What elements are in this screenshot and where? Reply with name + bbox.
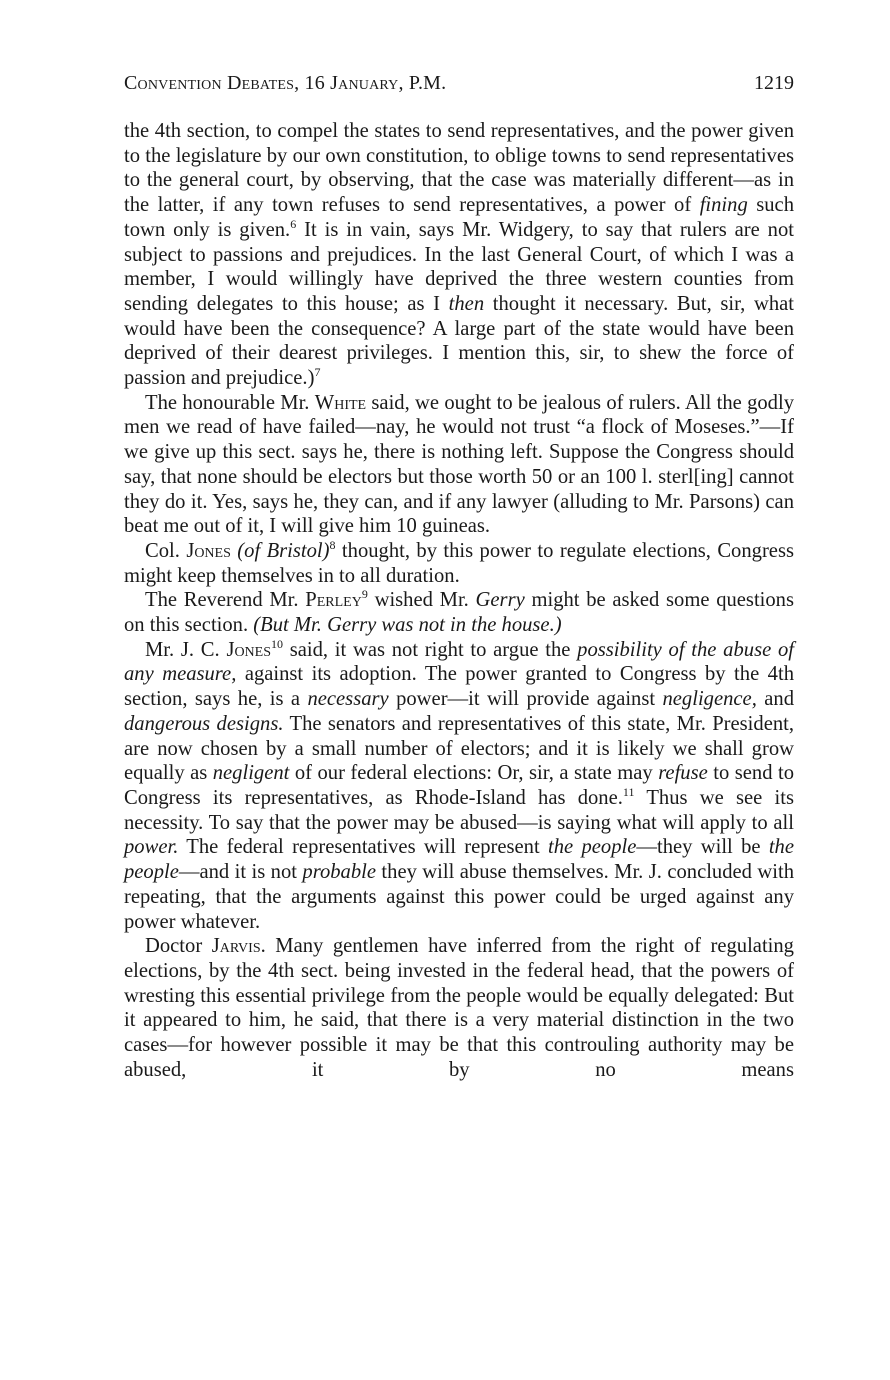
paragraph [124,638,794,934]
text-run: Doctor [145,935,212,958]
text-run: of our federal elections: Or, sir, a state may [289,762,659,785]
text-run: such town only is given. [124,194,794,241]
text-run: The federal representatives will represent [178,836,549,859]
text-run: thought it necessary. But, sir, what would have been the consequence? A large part of the state would have been deprived of their dearest privileges. I mention this, sir, to shew the force of passion and prejudice.) [124,292,794,390]
paragraph [124,934,794,1082]
text-run: to send to Congress its representatives, as Rhode-Island has done. [124,762,794,809]
running-head [124,72,446,95]
text-run: Col. [145,539,187,562]
text-run: said, we ought to be jealous of rulers. All the godly men we read of have failed—nay, he would not trust “a flock of Moseses.”—If we give up this sect. says he, there is nothing left. Suppose the Congress should say, that none should be electors but those worth 50 or an 100 l. sterl[ing] cannot they do it. Yes, says he, they can, and if any lawyer (alluding to Mr. Parsons) can beat me out of it, I will give him 10 guineas. [124,391,794,538]
italic-text: negligent [212,762,290,785]
paragraph [124,119,794,391]
italic-text: Gerry [475,589,525,612]
footnote-ref: 7 [314,365,321,380]
text-run: Mr. J. C. [145,638,227,661]
italic-text: dangerous designs. [124,712,284,735]
text-run: the 4th section, to compel the states to send representatives, and the power given to the legislature by our own constitution, to oblige towns to send representatives to the general court, by observing, that the case was materially different—as in the latter, if any town refuses to send representatives, a power of [124,120,794,217]
page-header [124,72,794,102]
text-run: power—it will provide against [388,688,663,711]
body-text [124,119,794,1082]
running-head-month: January [330,72,399,94]
italic-text: necessary [307,688,389,711]
text-run: might be asked some questions on this section. [124,589,794,637]
footnote-ref: 9 [361,587,368,602]
text-run: The Reverend Mr. [145,589,306,612]
paragraph [124,539,794,588]
text-run: against its adoption. The power granted to Congress by the 4th section, says he, is a [124,663,794,711]
paragraph [124,391,794,539]
italic-text: fining [699,194,748,217]
text-run: The senators and representatives of this state, Mr. President, are now chosen by a small number of electors; and it is likely we shall grow equally as [124,712,795,785]
text-run: —they will be [636,836,769,859]
paragraph [124,588,794,637]
footnote-ref: 8 [329,538,336,553]
italic-text: possibility of the abuse of any measure, [124,638,794,686]
italic-text: the people [548,836,637,859]
italic-text: (But Mr. Gerry was not in the house.) [253,614,562,637]
text-run: . Many gentlemen have inferred from the right of regulating elections, by the 4th sect. being invested in the federal head, that the powers of wresting this essential privilege from the people would be equally delegated: But it appeared to him, he said, that there is a very material distinction in the two cases—for however possible it may be that this controuling authority may be abused, it by no means [124,935,794,1081]
text-run: thought, by this power to regulate elections, Congress might keep themselves in to all duration. [124,539,794,587]
speaker-name: Perley [305,589,362,612]
speaker-name: White [314,391,367,414]
text-run: said, it was not right to argue the [283,638,578,661]
text-run: It is in vain, says Mr. Widgery, to say that rulers are not subject to passions and prejudices. In the last General Court, of which I was a member, I would willingly have deprived the three western counties from sending delegates to this house; as I [124,218,794,315]
running-head-session: , P.M. [398,72,447,94]
footnote-ref: 10 [271,636,284,651]
speaker-name: Jones [226,638,272,661]
text-run: wished Mr. [367,589,476,612]
text-run: Thus we see its necessity. To say that the power may be abused—is saying what will apply to all [124,786,794,834]
text-run: The honourable Mr. [145,391,315,414]
italic-text: power. [124,836,179,859]
text-run: —and it is not [178,861,303,884]
italic-text: refuse [658,762,708,785]
speaker-name: Jarvis [211,935,261,958]
text-run: and [756,688,794,711]
footnote-ref: 6 [290,216,297,231]
italic-text: negligence, [662,688,757,711]
page-number: 1219 [754,72,794,94]
running-head-date: , 16 [294,72,331,94]
italic-text: then [448,292,485,315]
running-head-title: Convention Debates [124,72,295,94]
italic-text: (of Bristol) [237,539,330,562]
speaker-name: Jones [186,539,231,562]
text-run: they will abuse themselves. Mr. J. concluded with repeating, that the arguments against this power could be urged against any power whatever. [124,861,794,933]
italic-text: the people [124,836,794,884]
italic-text: probable [302,861,377,884]
footnote-ref: 11 [622,785,635,800]
